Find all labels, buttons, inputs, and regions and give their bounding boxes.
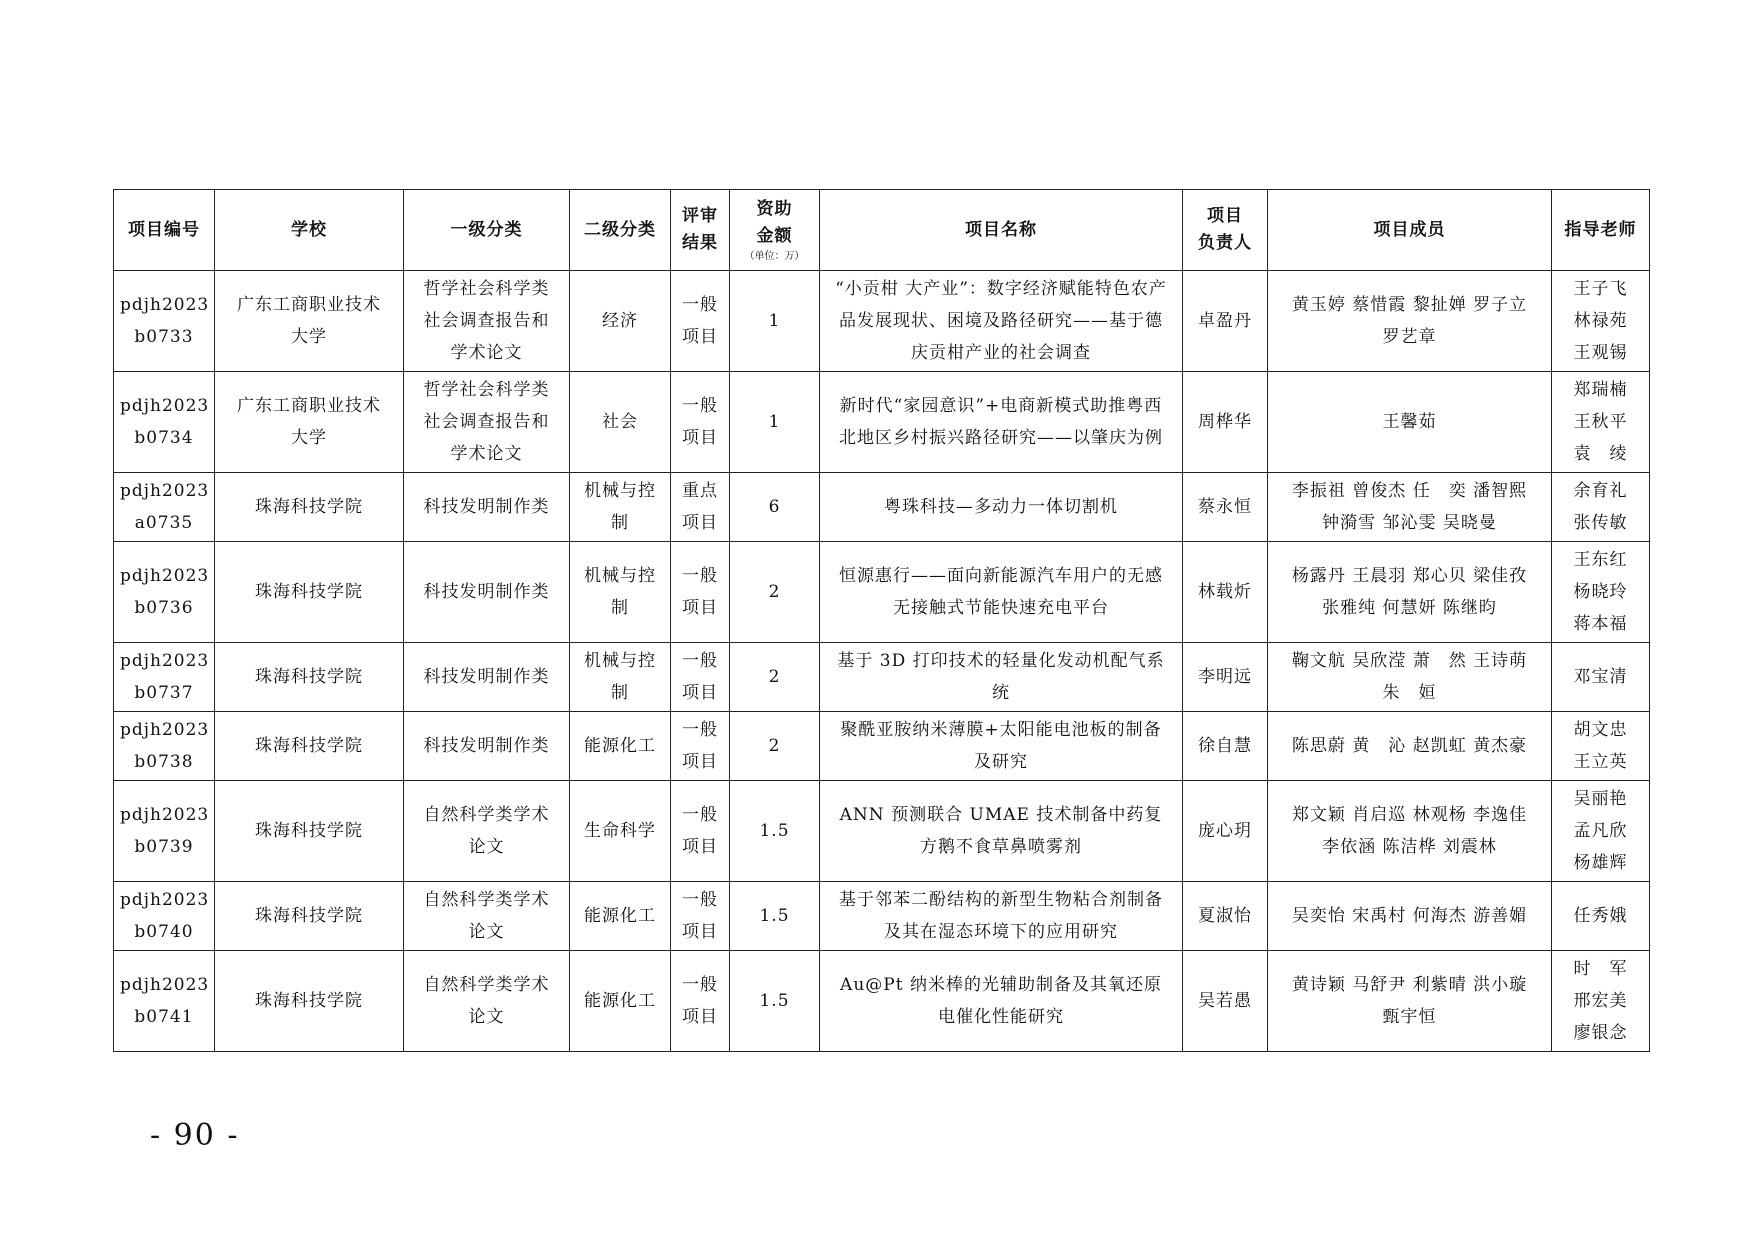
category2-cell: 能源化工	[570, 882, 671, 951]
school-cell: 珠海科技学院	[215, 542, 404, 643]
table-row	[114, 372, 1650, 473]
result-cell: 重点 项目	[671, 473, 730, 542]
advisors-cell: 胡文忠 王立英	[1552, 712, 1650, 781]
category1-cell: 哲学社会科学类 社会调查报告和 学术论文	[404, 372, 570, 473]
advisors-cell: 邓宝清	[1552, 643, 1650, 712]
category1-cell: 自然科学类学术 论文	[404, 951, 570, 1052]
category2-cell: 能源化工	[570, 951, 671, 1052]
school-cell: 珠海科技学院	[215, 882, 404, 951]
table-row	[114, 951, 1650, 1052]
category1-cell: 科技发明制作类	[404, 473, 570, 542]
school-cell: 珠海科技学院	[215, 643, 404, 712]
project-name-cell: 基于邻苯二酚结构的新型生物粘合剂制备 及其在湿态环境下的应用研究	[820, 882, 1183, 951]
advisors-cell: 郑瑞楠 王秋平 袁 绫	[1552, 372, 1650, 473]
id-cell: pdjh2023 b0741	[114, 951, 215, 1052]
members-cell: 李振祖 曾俊杰 任 奕 潘智熙 钟漪雪 邹沁雯 吴晓曼	[1268, 473, 1552, 542]
table-header-row	[114, 190, 1650, 271]
advisors-cell: 时 军 邢宏美 廖银念	[1552, 951, 1650, 1052]
amount-cell: 2	[730, 542, 820, 643]
header-amount: 资助 金额 （单位：万）	[730, 190, 820, 271]
category2-cell: 机械与控 制	[570, 643, 671, 712]
header-members: 项目成员	[1268, 190, 1552, 271]
header-id: 项目编号	[114, 190, 215, 271]
result-cell: 一般 项目	[671, 643, 730, 712]
advisors-cell: 王东红 杨晓玲 蒋本福	[1552, 542, 1650, 643]
project-name-cell: 恒源惠行——面向新能源汽车用户的无感 无接触式节能快速充电平台	[820, 542, 1183, 643]
project-name-cell: Au@Pt 纳米棒的光辅助制备及其氧还原 电催化性能研究	[820, 951, 1183, 1052]
category2-cell: 经济	[570, 271, 671, 372]
header-category2: 二级分类	[570, 190, 671, 271]
leader-cell: 卓盈丹	[1183, 271, 1268, 372]
project-name-cell: 聚酰亚胺纳米薄膜+太阳能电池板的制备 及研究	[820, 712, 1183, 781]
result-cell: 一般 项目	[671, 542, 730, 643]
result-cell: 一般 项目	[671, 712, 730, 781]
school-cell: 珠海科技学院	[215, 712, 404, 781]
leader-cell: 李明远	[1183, 643, 1268, 712]
advisors-cell: 吴丽艳 孟凡欣 杨雄辉	[1552, 781, 1650, 882]
page-number: - 90 -	[150, 1118, 240, 1153]
id-cell: pdjh2023 b0733	[114, 271, 215, 372]
header-name: 项目名称	[820, 190, 1183, 271]
result-cell: 一般 项目	[671, 271, 730, 372]
amount-cell: 1.5	[730, 781, 820, 882]
amount-cell: 1	[730, 271, 820, 372]
project-name-cell: 粤珠科技—多动力一体切割机	[820, 473, 1183, 542]
members-cell: 王馨茹	[1268, 372, 1552, 473]
category2-cell: 社会	[570, 372, 671, 473]
project-table	[113, 189, 1650, 1052]
school-cell: 广东工商职业技术 大学	[215, 271, 404, 372]
id-cell: pdjh2023 b0739	[114, 781, 215, 882]
header-leader: 项目 负责人	[1183, 190, 1268, 271]
header-school: 学校	[215, 190, 404, 271]
members-cell: 鞠文航 吴欣滢 萧 然 王诗萌 朱 姮	[1268, 643, 1552, 712]
project-name-cell: 基于 3D 打印技术的轻量化发动机配气系 统	[820, 643, 1183, 712]
id-cell: pdjh2023 b0734	[114, 372, 215, 473]
header-category1: 一级分类	[404, 190, 570, 271]
school-cell: 珠海科技学院	[215, 473, 404, 542]
advisors-cell: 余育礼 张传敏	[1552, 473, 1650, 542]
members-cell: 杨露丹 王晨羽 郑心贝 梁佳孜 张雅纯 何慧妍 陈继昀	[1268, 542, 1552, 643]
id-cell: pdjh2023 b0738	[114, 712, 215, 781]
category1-cell: 自然科学类学术 论文	[404, 882, 570, 951]
table-row	[114, 882, 1650, 951]
members-cell: 陈思蔚 黄 沁 赵凯虹 黄杰豪	[1268, 712, 1552, 781]
category1-cell: 科技发明制作类	[404, 643, 570, 712]
id-cell: pdjh2023 a0735	[114, 473, 215, 542]
id-cell: pdjh2023 b0740	[114, 882, 215, 951]
table-row	[114, 643, 1650, 712]
result-cell: 一般 项目	[671, 372, 730, 473]
leader-cell: 徐自慧	[1183, 712, 1268, 781]
table-row	[114, 542, 1650, 643]
category2-cell: 生命科学	[570, 781, 671, 882]
members-cell: 黄诗颖 马舒尹 利紫晴 洪小璇 甄宇恒	[1268, 951, 1552, 1052]
table-row	[114, 712, 1650, 781]
result-cell: 一般 项目	[671, 882, 730, 951]
category1-cell: 科技发明制作类	[404, 712, 570, 781]
result-cell: 一般 项目	[671, 781, 730, 882]
table-row	[114, 473, 1650, 542]
project-name-cell: 新时代“家园意识”+电商新模式助推粤西 北地区乡村振兴路径研究——以肇庆为例	[820, 372, 1183, 473]
school-cell: 广东工商职业技术 大学	[215, 372, 404, 473]
leader-cell: 夏淑怡	[1183, 882, 1268, 951]
category1-cell: 科技发明制作类	[404, 542, 570, 643]
category2-cell: 机械与控 制	[570, 542, 671, 643]
amount-cell: 6	[730, 473, 820, 542]
category1-cell: 自然科学类学术 论文	[404, 781, 570, 882]
school-cell: 珠海科技学院	[215, 781, 404, 882]
leader-cell: 周桦华	[1183, 372, 1268, 473]
category2-cell: 能源化工	[570, 712, 671, 781]
category2-cell: 机械与控 制	[570, 473, 671, 542]
members-cell: 黄玉婷 蔡惜霞 黎扯婵 罗子立 罗艺章	[1268, 271, 1552, 372]
header-advisors: 指导老师	[1552, 190, 1650, 271]
amount-cell: 2	[730, 712, 820, 781]
amount-cell: 1.5	[730, 882, 820, 951]
header-result: 评审 结果	[671, 190, 730, 271]
id-cell: pdjh2023 b0737	[114, 643, 215, 712]
advisors-cell: 任秀娥	[1552, 882, 1650, 951]
amount-cell: 1.5	[730, 951, 820, 1052]
amount-cell: 2	[730, 643, 820, 712]
table-row	[114, 271, 1650, 372]
result-cell: 一般 项目	[671, 951, 730, 1052]
amount-cell: 1	[730, 372, 820, 473]
leader-cell: 林载炘	[1183, 542, 1268, 643]
members-cell: 郑文颖 肖启巡 林观杨 李逸佳 李依涵 陈洁桦 刘震林	[1268, 781, 1552, 882]
leader-cell: 吴若愚	[1183, 951, 1268, 1052]
members-cell: 吴奕怡 宋禹村 何海杰 游善媚	[1268, 882, 1552, 951]
table-row	[114, 781, 1650, 882]
school-cell: 珠海科技学院	[215, 951, 404, 1052]
table-body	[114, 271, 1650, 1052]
project-name-cell: “小贡柑 大产业”：数字经济赋能特色农产 品发展现状、困境及路径研究——基于德 庆贡柑产业的社会调查	[820, 271, 1183, 372]
leader-cell: 庞心玥	[1183, 781, 1268, 882]
project-name-cell: ANN 预测联合 UMAE 技术制备中药复 方鹅不食草鼻喷雾剂	[820, 781, 1183, 882]
id-cell: pdjh2023 b0736	[114, 542, 215, 643]
leader-cell: 蔡永恒	[1183, 473, 1268, 542]
category1-cell: 哲学社会科学类 社会调查报告和 学术论文	[404, 271, 570, 372]
header-amount-unit: （单位：万）	[744, 251, 805, 262]
advisors-cell: 王子飞 林禄苑 王观锡	[1552, 271, 1650, 372]
